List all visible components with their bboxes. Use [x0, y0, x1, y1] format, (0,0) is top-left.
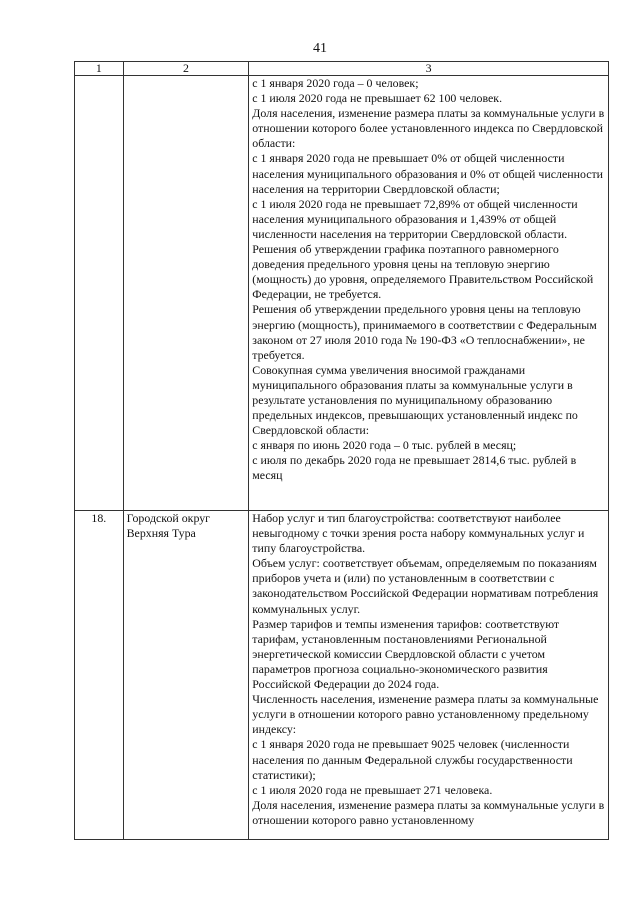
content-line: с 1 июля 2020 года не превышает 271 человека.	[252, 782, 493, 797]
content-paragraph: Совокупная сумма увеличения вносимой гражданами муниципального образования платы за коммунальные услуги в результате установления по муниципальному образованию предельных индексов, превышающих установленный индекс по Свердловской области:	[252, 362, 578, 438]
content-paragraph: Решения об утверждении графика поэтапного равномерного доведения предельного уровня цены на тепловую энергию (мощность) до уровня, определяемого Правительством Российской Федерации, не требуется.	[252, 242, 594, 302]
row-content	[249, 76, 609, 511]
table-row	[75, 511, 609, 840]
document-table	[74, 61, 609, 840]
content-paragraph: Набор услуг и тип благоустройства: соответствуют наиболее невыгодному с точки зрения роста набору коммунальных услуг и типу благоустройства.	[252, 511, 585, 556]
content-paragraph: Объем услуг: соответствует объемам, определяемым по показаниям приборов учета и (или) по установленным в соответствии с законодательством Российской Федерации нормативам потребления коммунальных услуг.	[252, 556, 599, 616]
column-header-2: 2	[123, 62, 249, 76]
row-number: 18.	[75, 511, 124, 840]
content-paragraph: Численность населения, изменение размера платы за коммунальные услуги в отношении которого равно установленному предельному индексу:	[252, 692, 599, 737]
content-paragraph: с 1 января 2020 года не превышает 0% от общей численности населения муниципального образования и 0% от общей численности населения на территории Свердловской области;	[252, 151, 604, 196]
content-paragraph: с 1 июля 2020 года не превышает 72,89% от общей численности населения муниципального образования и 1,439% от общей численности населения на территории Свердловской области.	[252, 196, 578, 241]
column-header-1: 1	[75, 62, 124, 76]
content-paragraph: Доля населения, изменение размера платы за коммунальные услуги в отношении которого более установленного индекса по Свердловской области:	[252, 106, 605, 151]
content-paragraph: Доля населения, изменение размера платы за коммунальные услуги в отношении которого равно установленному	[252, 797, 605, 827]
content-line: с июля по декабрь 2020 года не превышает 2814,6 тыс. рублей в месяц	[252, 453, 577, 483]
table-header-row	[75, 62, 609, 76]
row-content	[249, 511, 609, 840]
row-number	[75, 76, 124, 511]
municipality-name	[123, 76, 249, 511]
municipality-name: Городской округ Верхняя Тура	[123, 511, 249, 840]
content-line: с 1 января 2020 года – 0 человек;	[252, 76, 419, 90]
column-header-3: 3	[249, 62, 609, 76]
table-row	[75, 76, 609, 511]
content-line: с января по июнь 2020 года – 0 тыс. рублей в месяц;	[252, 438, 517, 453]
page-number: 41	[313, 41, 327, 56]
content-paragraph: Решения об утверждении предельного уровня цены на тепловую энергию (мощность), принимаемого в соответствии с Федеральным законом от 27 июля 2010 года № 190-ФЗ «О теплоснабжении», не требуется.	[252, 302, 597, 362]
content-line: с 1 июля 2020 года не превышает 62 100 человек.	[252, 91, 503, 106]
content-paragraph: с 1 января 2020 года не превышает 9025 человек (численности населения по данным Федеральной службы государственности статистики);	[252, 737, 573, 782]
content-paragraph: Размер тарифов и темпы изменения тарифов: соответствуют тарифам, установленным постановлениями Региональной энергетической комиссии Свердловской области с учетом параметров прогноза социально-экономического развития Российской Федерации до 2024 года.	[252, 616, 560, 692]
